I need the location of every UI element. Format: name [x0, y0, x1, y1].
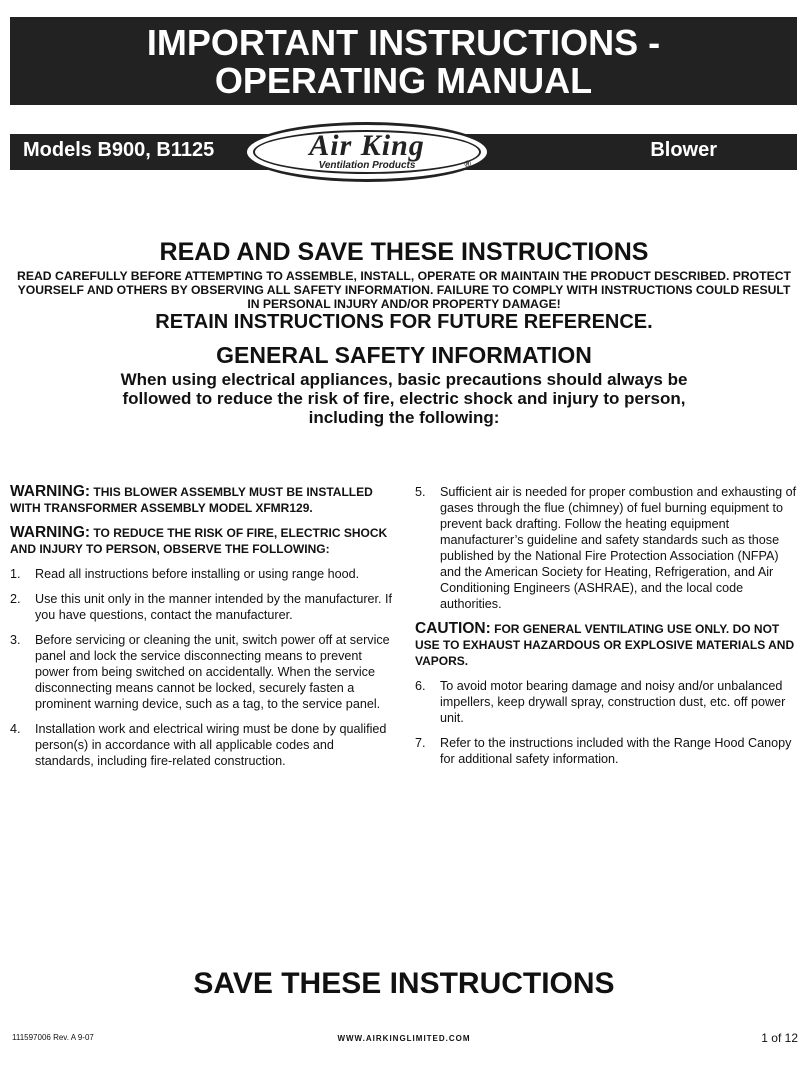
logo-subtitle: Ventilation Products	[318, 160, 416, 171]
title-banner	[10, 17, 797, 105]
item-number: 7.	[415, 736, 426, 750]
item-number: 5.	[415, 485, 426, 499]
item-text: Before servicing or cleaning the unit, switch power off at service panel and lock the service disconnecting means to prevent power from being switched on accidentally. When the service disconnecting means cannot be locked, securely fasten a prominent warning device, such as a tag, to the service panel.	[35, 633, 390, 711]
list-item	[415, 735, 798, 767]
warning-fire-shock	[10, 525, 395, 557]
list-item	[10, 632, 395, 712]
item-text: Read all instructions before installing or using range hood.	[35, 567, 360, 581]
item-text: Sufficient air is needed for proper combustion and exhausting of gases through the flue (chimney) of fuel burning equipment to prevent back drafting. Follow the heating equipment manufacturer’s guideline and safety standards such as those published by the National Fire Protection Association (NFPA) and the American Society for Heating, Refrigeration, and Air Conditioning Engineers (ASHRAE), and the local code authorities.	[440, 485, 797, 611]
caution-text: FOR GENERAL VENTILATING USE ONLY. DO NOT USE TO EXHAUST HAZARDOUS OR EXPLOSIVE MATERIALS AND VAPORS.	[415, 622, 795, 668]
precautions-text: When using electrical appliances, basic precautions should always be followed to reduce the risk of fire, electric shock and injury to person, including the following:	[120, 370, 688, 427]
list-item	[10, 591, 395, 623]
list-item	[10, 566, 395, 582]
document-number: 111597006 Rev. A 9-07	[12, 1033, 94, 1042]
list-item	[10, 721, 395, 769]
air-king-logo	[244, 122, 490, 182]
item-number: 6.	[415, 679, 426, 693]
model-numbers: Models B900, B1125	[23, 139, 215, 161]
product-type: Blower	[650, 139, 717, 161]
read-save-heading: READ AND SAVE THESE INSTRUCTIONS	[159, 238, 649, 266]
website-link[interactable]: WWW.AIRKINGLIMITED.COM	[337, 1034, 471, 1043]
logo-brand-text: Air King	[309, 129, 425, 162]
save-instructions-heading: SAVE THESE INSTRUCTIONS	[193, 967, 615, 1000]
warning-text: TO REDUCE THE RISK OF FIRE, ELECTRIC SHOCK AND INJURY TO PERSON, OBSERVE THE FOLLOWING:	[10, 526, 388, 556]
retain-heading: RETAIN INSTRUCTIONS FOR FUTURE REFERENCE.	[155, 311, 653, 333]
title-line-1: IMPORTANT INSTRUCTIONS -	[146, 22, 661, 63]
warning-label: WARNING:	[10, 483, 91, 500]
list-item	[415, 484, 798, 612]
caution-notice	[415, 621, 798, 669]
title-line-2: OPERATING MANUAL	[214, 60, 593, 101]
item-text: Use this unit only in the manner intended by the manufacturer. If you have questions, contact the manufacturer.	[35, 592, 393, 622]
read-carefully-notice: READ CAREFULLY BEFORE ATTEMPTING TO ASSEMBLE, INSTALL, OPERATE OR MAINTAIN THE PRODUCT DESCRIBED. PROTECT YOURSELF AND OTHERS BY OBSERVING ALL SAFETY INFORMATION. FAILURE TO COMPLY WITH INSTRUCTIONS COULD RESULT IN PERSONAL INJURY AND/OR PROPERTY DAMAGE!	[17, 269, 791, 311]
warning-label: WARNING:	[10, 524, 91, 541]
item-text: Refer to the instructions included with the Range Hood Canopy for additional safety information.	[440, 736, 792, 766]
caution-label: CAUTION:	[415, 620, 491, 637]
item-number: 1.	[10, 567, 21, 581]
warning-transformer	[10, 484, 395, 516]
left-column	[10, 484, 395, 778]
general-safety-heading: GENERAL SAFETY INFORMATION	[216, 342, 592, 368]
item-text: To avoid motor bearing damage and noisy and/or unbalanced impellers, keep drywall spray, construction dust, etc. off power unit.	[440, 679, 786, 725]
page-number: 1 of 12	[761, 1031, 798, 1045]
warning-text: THIS BLOWER ASSEMBLY MUST BE INSTALLED WITH TRANSFORMER ASSEMBLY MODEL XFMR129.	[10, 485, 373, 515]
item-number: 2.	[10, 592, 21, 606]
registered-mark: ®	[464, 159, 471, 169]
list-item	[415, 678, 798, 726]
item-number: 4.	[10, 722, 21, 736]
item-number: 3.	[10, 633, 21, 647]
item-text: Installation work and electrical wiring must be done by qualified person(s) in accordance with all applicable codes and standards, including fire-related construction.	[35, 722, 387, 768]
right-column	[415, 484, 798, 776]
